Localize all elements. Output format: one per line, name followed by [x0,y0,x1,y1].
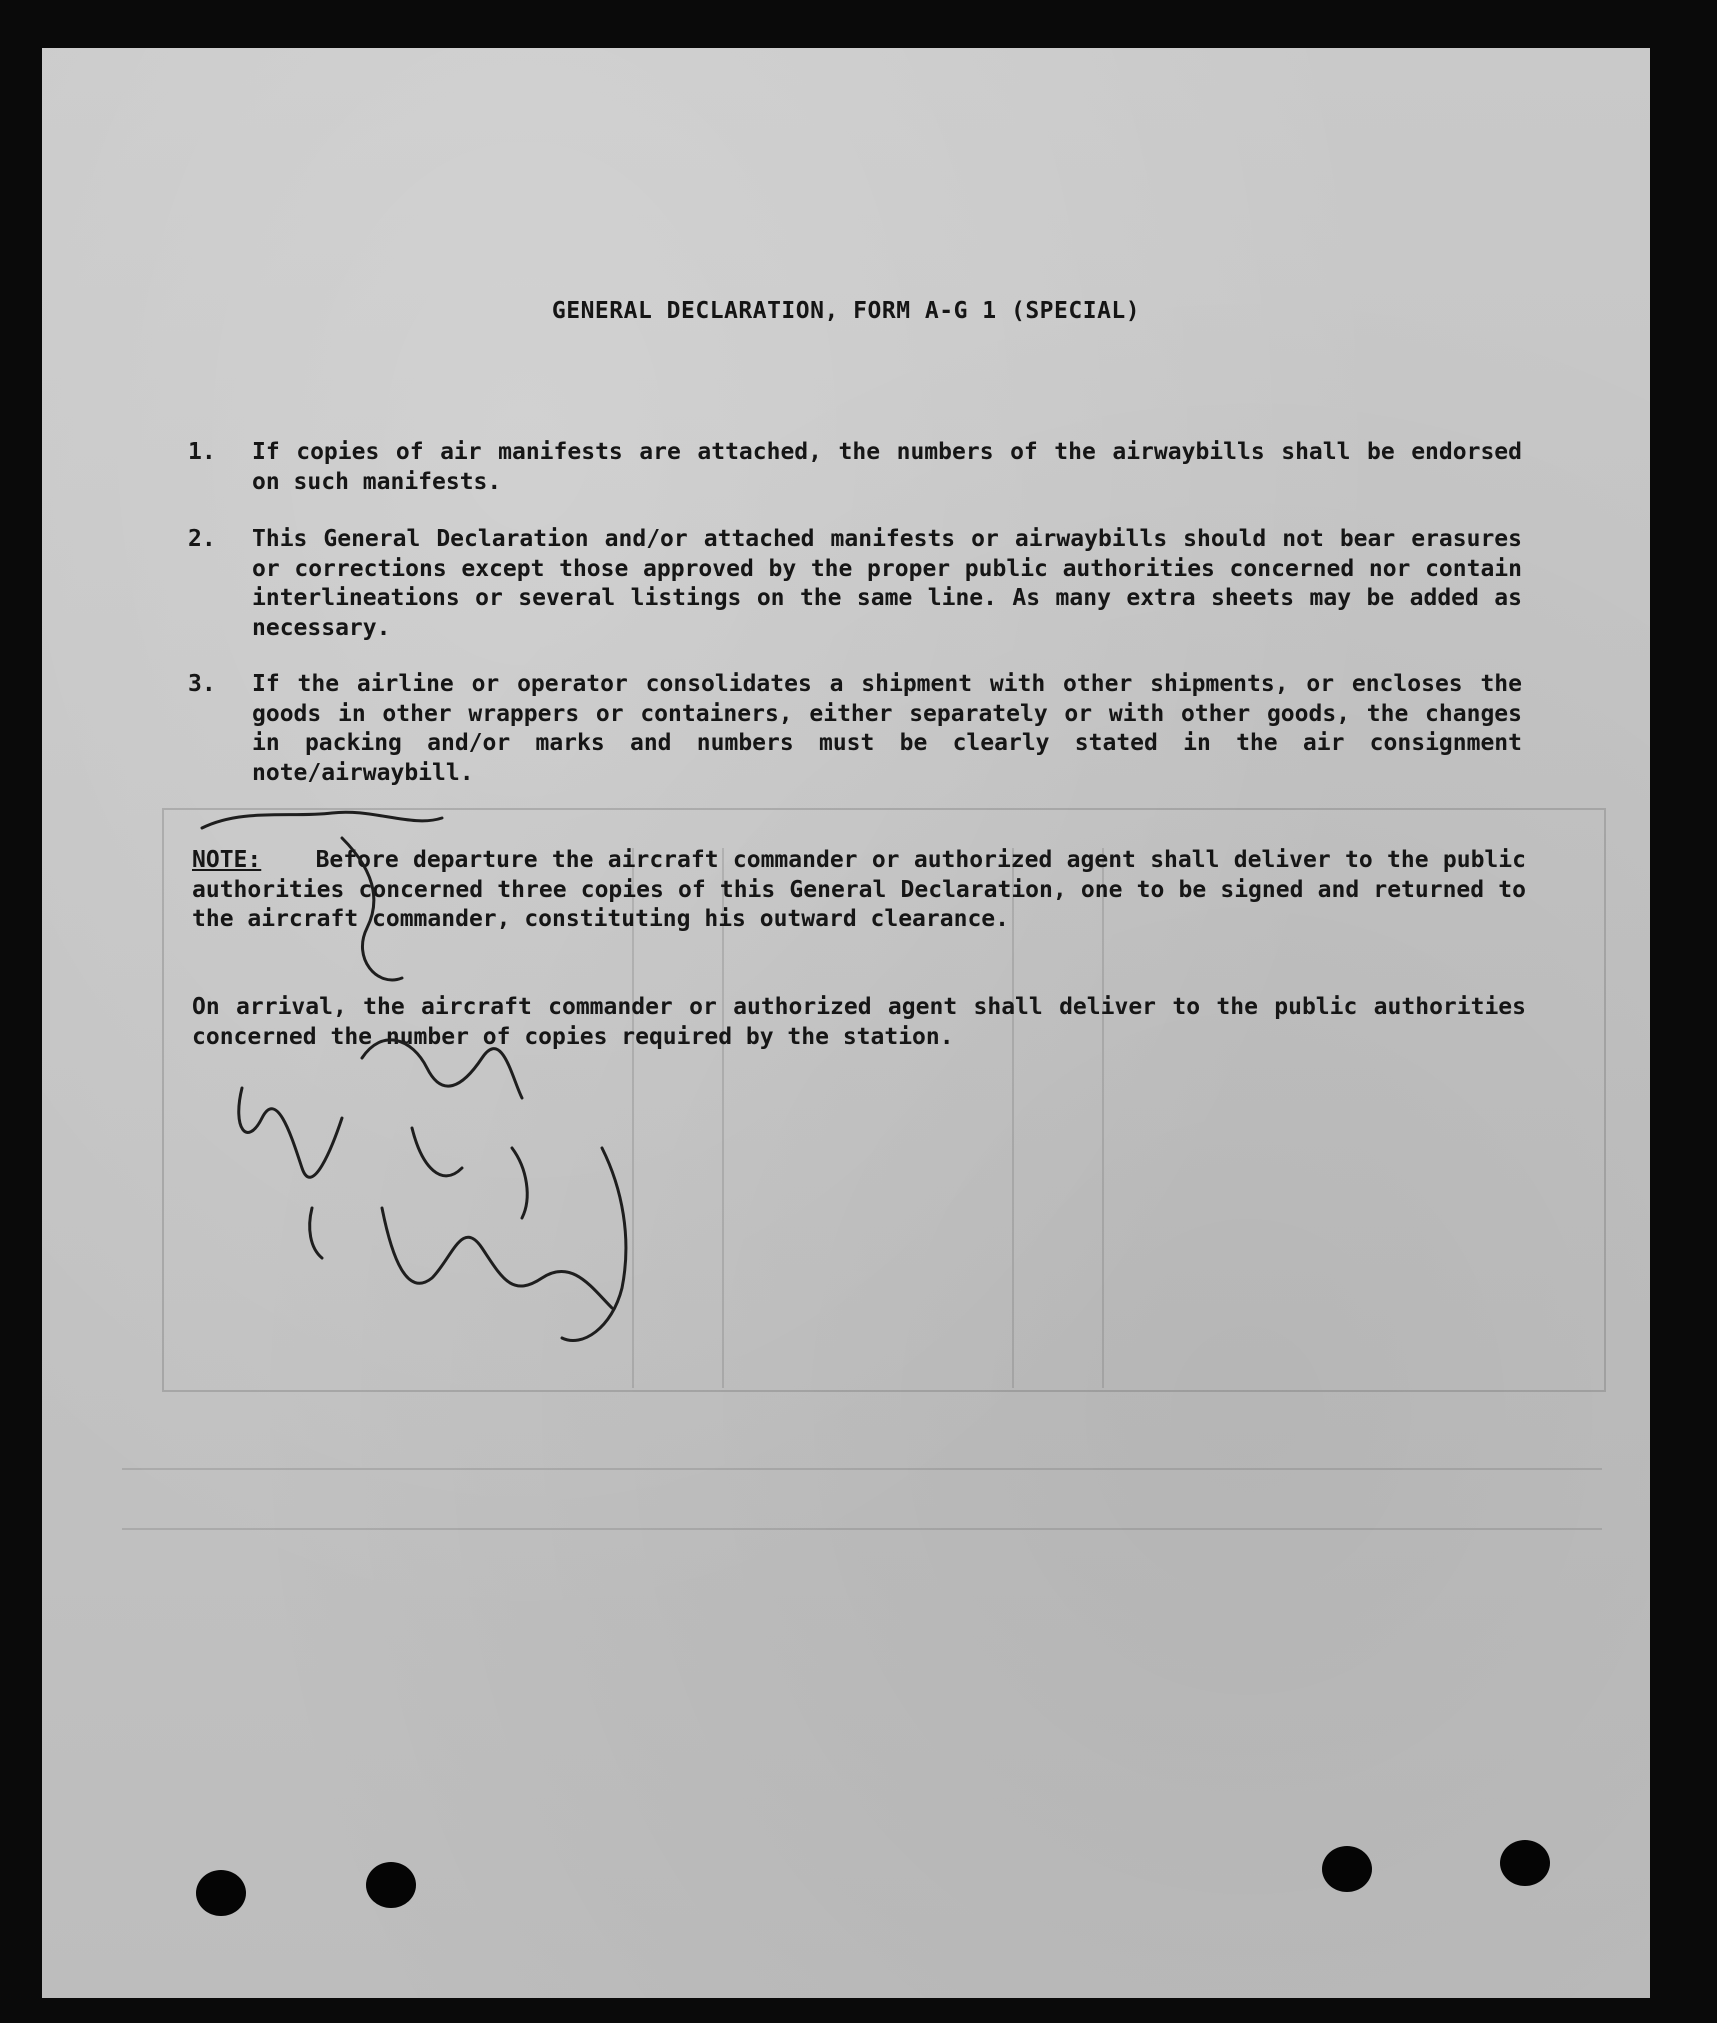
bleed-through-rule [122,1468,1602,1470]
item-text: If copies of air manifests are attached, the numbers of the airwaybills shall be endorsed on such manifests. [252,439,1522,495]
punch-hole [1500,1840,1550,1886]
handwritten-signature [182,788,742,1408]
note-text: Before departure the aircraft commander or authorized agent shall deliver to the public authorities concerned three copies of this General Declaration, one to be signed and returned to the aircraft commander, constituting his outward clearance. [192,847,1526,932]
punch-hole [1322,1846,1372,1892]
item-text: If the airline or operator consolidates a shipment with other shipments, or encloses the goods in other wrappers or containers, either separately or with other goods, the changes in packing and/or marks and numbers must be clearly stated in the air consignment note/airwaybill. [252,671,1522,786]
item-number: 3. [188,671,216,697]
arrival-paragraph: On arrival, the aircraft commander or authorized agent shall deliver to the public authorities concerned the number of copies required by the station. [192,994,1526,1050]
document-title: GENERAL DECLARATION, FORM A-G 1 (SPECIAL) [551,298,1141,324]
note-label: NOTE: [192,847,262,873]
punch-hole [366,1862,416,1908]
item-text: This General Declaration and/or attached manifests or airwaybills should not bear erasures or corrections except those approved by the proper public authorities concerned nor contain interlineations or several listings on the same line. As many extra sheets may be added as necessary. [252,526,1522,641]
item-number: 2. [188,526,216,552]
document-page [42,48,1650,1998]
bleed-through-rule [122,1528,1602,1530]
punch-hole [196,1870,246,1916]
item-number: 1. [188,439,216,465]
